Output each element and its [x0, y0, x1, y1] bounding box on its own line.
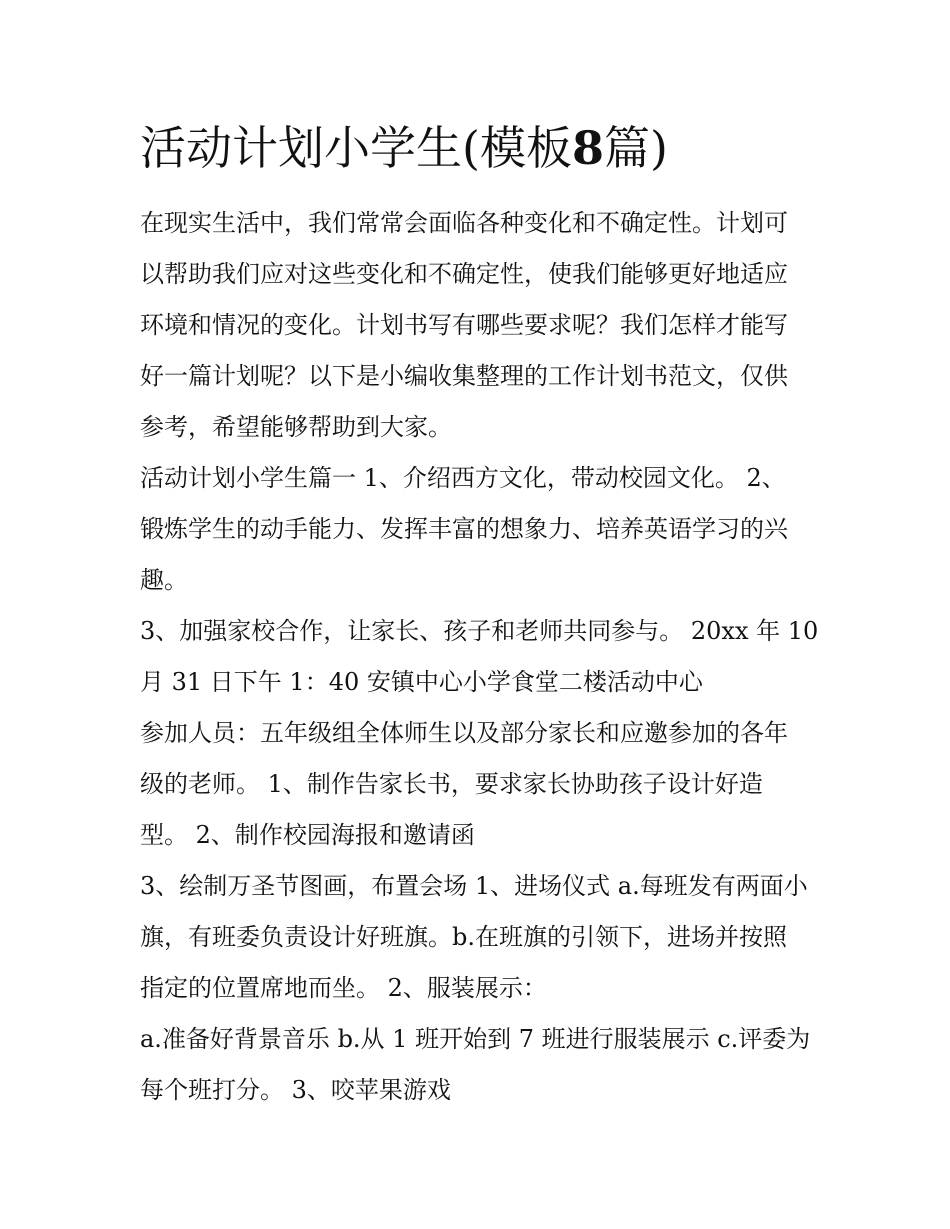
- paragraph-line: 型。 2、制作校园海报和邀请函: [140, 821, 475, 849]
- paragraph-line: 月 31 日下午 1：40 安镇中心小学食堂二楼活动中心: [140, 668, 703, 696]
- document-title: [140, 118, 820, 178]
- paragraph-line: 级的老师。 1、制作告家长书，要求家长协助孩子设计好造: [140, 770, 763, 798]
- paragraph-line: 在现实生活中，我们常常会面临各种变化和不确定性。计划可: [140, 209, 788, 237]
- paragraph-line: a.准备好背景音乐 b.从 1 班开始到 7 班进行服装展示 c.评委为: [140, 1025, 811, 1053]
- paragraph-line: 以帮助我们应对这些变化和不确定性，使我们能够更好地适应: [140, 260, 788, 288]
- paragraph-line: 3、加强家校合作，让家长、孩子和老师共同参与。 20xx 年 10: [140, 617, 819, 645]
- paragraph-line: 指定的位置席地而坐。 2、服装展示：: [140, 974, 547, 1002]
- paragraph-line: 旗，有班委负责设计好班旗。b.在班旗的引领下，进场并按照: [140, 923, 787, 951]
- paragraph-line: 趣。: [140, 566, 188, 594]
- paragraph-line: 参加人员：五年级组全体师生以及部分家长和应邀参加的各年: [140, 719, 788, 747]
- paragraph-line: 环境和情况的变化。计划书写有哪些要求呢？我们怎样才能写: [140, 311, 788, 339]
- title-main: 活动计划小学生(模板: [140, 121, 572, 175]
- paragraph-line: 锻炼学生的动手能力、发挥丰富的想象力、培养英语学习的兴: [140, 515, 788, 543]
- paragraph-line: 活动计划小学生篇一 1、介绍西方文化，带动校园文化。 2、: [140, 464, 786, 492]
- title-end: 篇): [603, 121, 668, 175]
- paragraph-line: 每个班打分。 3、咬苹果游戏: [140, 1076, 451, 1104]
- paragraph-line: 参考，希望能够帮助到大家。: [140, 413, 452, 441]
- title-number: 8: [571, 121, 604, 175]
- paragraph-line: 3、绘制万圣节图画，布置会场 1、进场仪式 a.每班发有两面小: [140, 872, 808, 900]
- document-body: [140, 198, 820, 1116]
- paragraph-line: 好一篇计划呢？以下是小编收集整理的工作计划书范文，仅供: [140, 362, 788, 390]
